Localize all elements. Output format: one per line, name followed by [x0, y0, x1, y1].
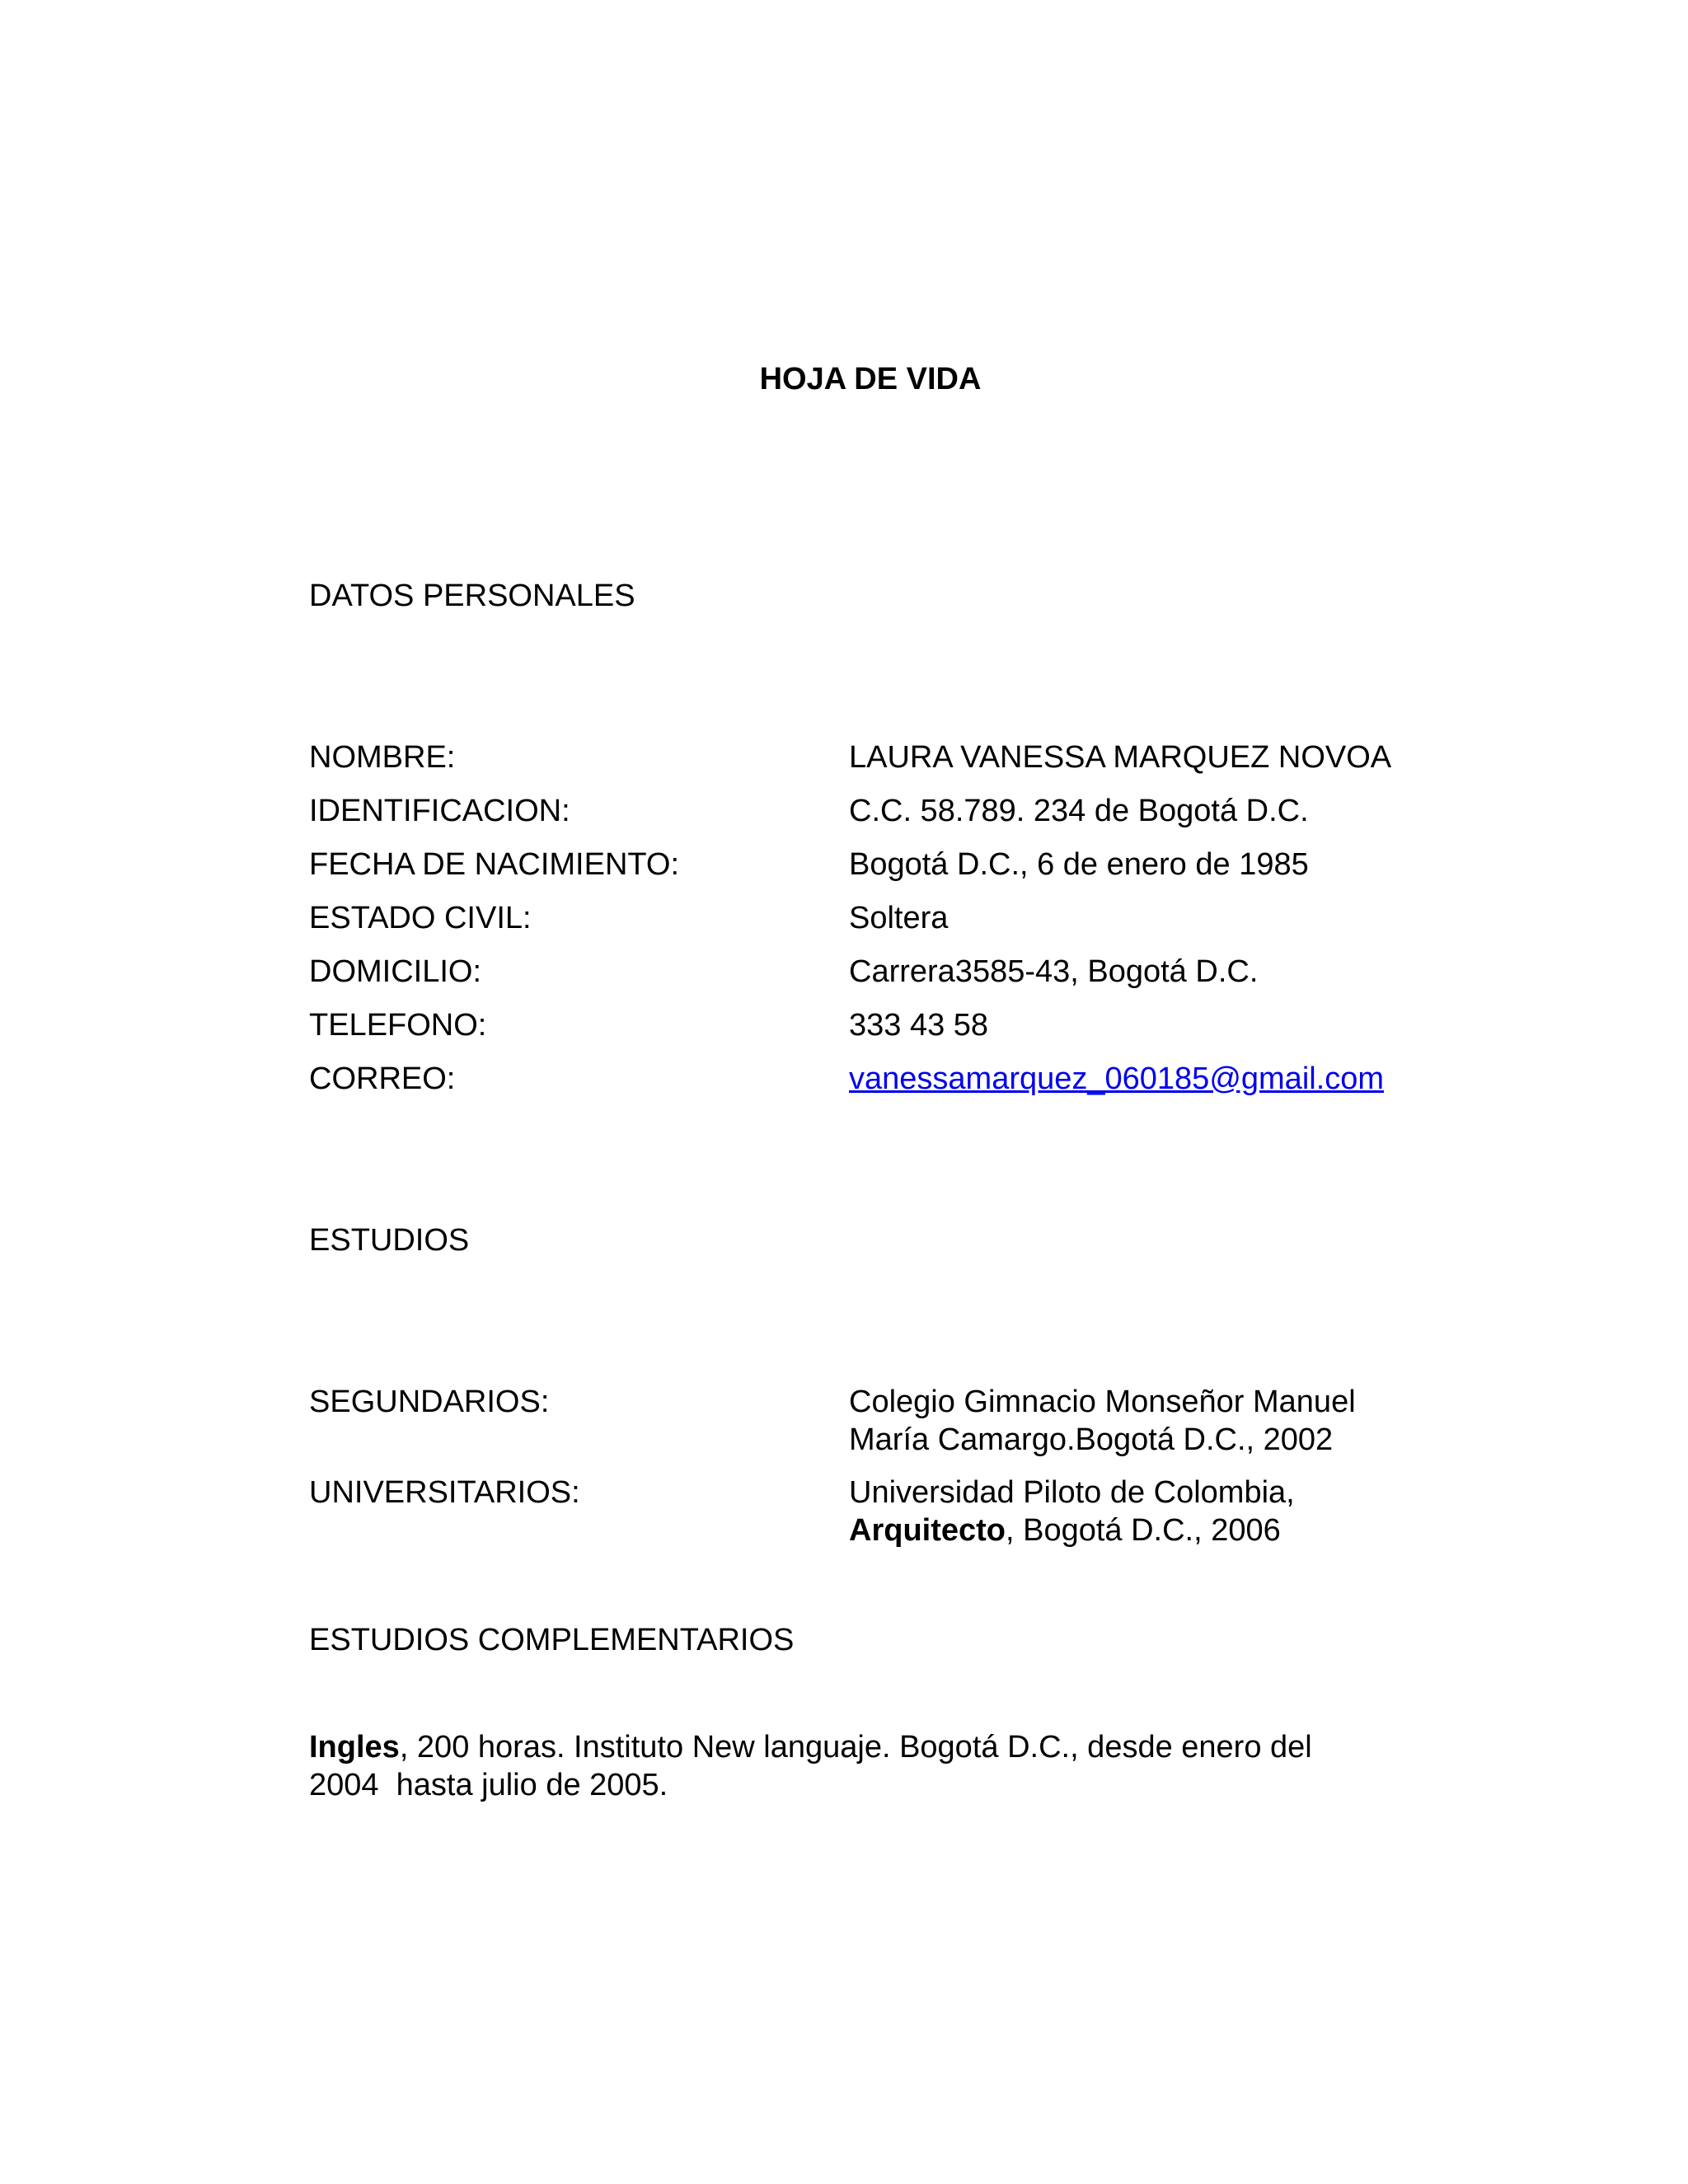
page-title: HOJA DE VIDA: [759, 362, 982, 396]
field-value: LAURA VANESSA MARQUEZ NOVOA: [849, 740, 1392, 775]
field-label: FECHA DE NACIMIENTO:: [309, 847, 680, 882]
field-label: ESTADO CIVIL:: [309, 901, 532, 935]
field-label: DOMICILIO:: [309, 954, 482, 989]
field-value: Bogotá D.C., 6 de enero de 1985: [849, 847, 1309, 882]
field-value: C.C. 58.789. 234 de Bogotá D.C.: [849, 794, 1309, 828]
degree-details: , Bogotá D.C., 2006: [1006, 1513, 1281, 1548]
paragraph-line: 2004 hasta julio de 2005.: [309, 1768, 668, 1802]
field-label: SEGUNDARIOS:: [309, 1385, 550, 1419]
degree-title: Arquitecto: [849, 1513, 1006, 1548]
field-label: IDENTIFICACION:: [309, 794, 570, 828]
course-name: Ingles: [309, 1730, 400, 1765]
field-label: TELEFONO:: [309, 1008, 487, 1043]
field-value: [849, 1060, 1442, 1098]
email-link[interactable]: vanessamarquez_060185@gmail.com: [849, 1062, 1385, 1096]
field-value-line: [849, 1511, 1442, 1549]
complementary-study-paragraph: [309, 1728, 1447, 1804]
field-value: 333 43 58: [849, 1008, 989, 1043]
field-value-line: Colegio Gimnacio Monseñor Manuel: [849, 1385, 1356, 1419]
field-label: UNIVERSITARIOS:: [309, 1475, 580, 1510]
field-value: Soltera: [849, 901, 949, 935]
course-details: , 200 horas. Instituto New languaje. Bogotá D.C., desde enero del: [399, 1730, 1312, 1765]
field-label: CORREO:: [309, 1062, 456, 1096]
field-value: Carrera3585-43, Bogotá D.C.: [849, 954, 1259, 989]
field-value: [849, 1383, 1442, 1459]
section-heading-datos-personales: DATOS PERSONALES: [309, 579, 635, 613]
section-heading-estudios-complementarios: ESTUDIOS COMPLEMENTARIOS: [309, 1623, 795, 1657]
paragraph-line: [309, 1728, 1447, 1766]
field-label: NOMBRE:: [309, 740, 456, 775]
field-value-line: María Camargo.Bogotá D.C., 2002: [849, 1422, 1334, 1457]
field-value: [849, 1474, 1442, 1549]
section-heading-estudios: ESTUDIOS: [309, 1223, 470, 1258]
field-value-line: Universidad Piloto de Colombia,: [849, 1475, 1295, 1510]
